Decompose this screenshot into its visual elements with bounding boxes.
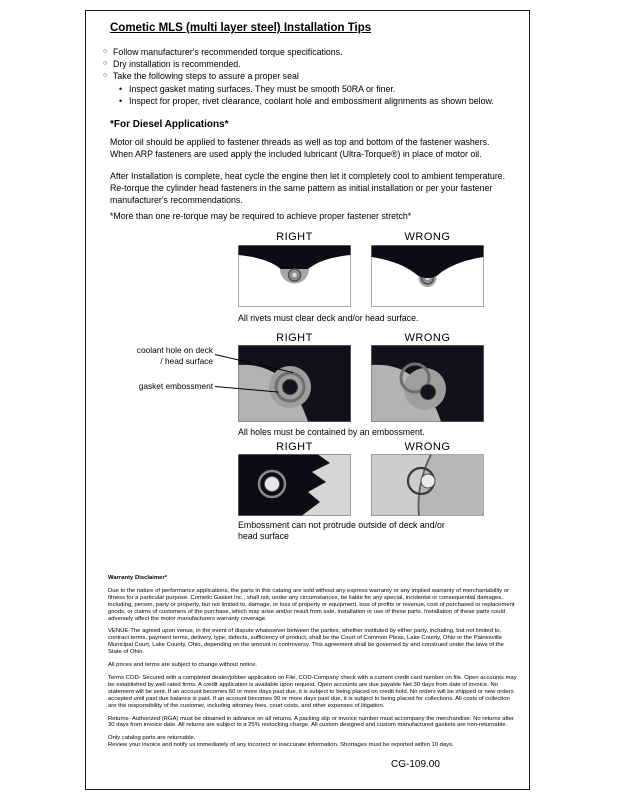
list-item-text: Follow manufacturer's recommended torque specifications. [113, 47, 343, 57]
diagram-rivet-right [238, 245, 351, 307]
wrong-label: WRONG [404, 441, 451, 453]
legal-paragraph: Due to the nature of performance applications, the parts in this catalog are sold without any express warranty or any implied warranty of merchantability or fitness for a particular purpose. Cometic Gasket Inc., shall not, under any circumstances, be liable for any special, incidental or consequential damages, including, person, party or property, but not limited to, damage, or loss of property or equipment, loss of profits or revenue, cost of purchased or replacement goods, or claims of customers of the purchase, which may arise and/or result from sale, installation or use of these parts. Installation of these parts could adversely affect the motor manufacturers warranty coverage. [108, 587, 515, 622]
rivet-right-illustration [238, 245, 351, 307]
diesel-paragraph-2: After Installation is complete, heat cycle the engine then let it completely cool to ambient temperature. Re-torque the cylinder head fasteners in the same pattern as initial installation or per your fastener manufacturer's recommendations. [110, 171, 506, 205]
bolt-hole [421, 474, 435, 488]
list-item-text: Take the following steps to assure a proper seal [113, 71, 299, 82]
sub-bullet-icon: • [119, 95, 123, 106]
diesel-heading: *For Diesel Applications* [110, 119, 229, 130]
page-title: Cometic MLS (multi layer steel) Installation Tips [110, 22, 372, 34]
coolant-hole [421, 385, 436, 400]
hole-right-illustration [238, 345, 351, 422]
rivet-center [292, 273, 296, 277]
legal-text-block [108, 575, 518, 755]
diagram-embossment-wrong [371, 454, 484, 516]
rivet-wrong-illustration [371, 245, 484, 307]
legal-paragraph: Returns- Authorized (RGA) must be obtained in advance on all returns. A packing slip or invoice number must accompany the merchandise. No returns after 30 days from invoice date. All returns are subject to a 25% restocking charge. All custom designed and custom manufactured gaskets are non-returnable. [108, 715, 515, 729]
diagram-hole-wrong [371, 345, 484, 422]
embossment-right-illustration [238, 454, 351, 516]
diesel-paragraph-1: Motor oil should be applied to fastener threads as well as top and bottom of the fastener washers. When ARP fasteners are used apply the included lubricant (Ultra-Torque®) in place of motor oil. [110, 137, 490, 159]
legal-paragraph: Only catalog parts are returnable. [108, 735, 196, 742]
diagram-embossment-right [238, 454, 351, 516]
retorque-note: *More than one re-torque may be required to achieve proper fastener stretch* [110, 211, 412, 221]
embossment-callout: gasket embossment [138, 381, 213, 391]
page-border [85, 10, 530, 790]
legal-paragraph: VENUE-The agreed upon venue, in the event of dispute whatsoever between the parties, whether instituted by either party, including, but not limited to, contract terms, payment terms, delivery, type, defects, sufficiency of product, shall be the Court of Common Pleas, Lake County, Ohio or the Painesville Municipal Court, Lake County, Ohio, depending on the amount in controversy. This agreement shall be governed by and construed under the laws of the State of Ohio. [108, 628, 504, 656]
bullet-icon: ○ [103, 60, 108, 68]
wrong-label: WRONG [404, 231, 451, 243]
diagram-caption: All rivets must clear deck and/or head surface. [238, 313, 419, 323]
right-label: RIGHT [276, 332, 313, 344]
warranty-disclaimer-heading: Warranty Disclaimer* [108, 575, 168, 581]
list-item [119, 95, 517, 107]
hole-wrong-illustration [371, 345, 484, 422]
tips-list [103, 46, 517, 107]
page-code: CG-109.00 [391, 759, 440, 770]
bullet-icon: ○ [103, 48, 108, 55]
list-item-text: Inspect gasket mating surfaces. They must be smooth 50RA or finer. [129, 83, 396, 94]
coolant-hole-callout: coolant hole on deck / head surface [136, 345, 213, 366]
legal-paragraph: All prices and terms are subject to change without notice. [108, 662, 257, 669]
list-item [103, 58, 517, 70]
list-item [119, 83, 517, 95]
list-item [103, 46, 517, 58]
bullet-icon: ○ [103, 72, 108, 80]
sub-bullet-icon: • [119, 83, 123, 94]
legal-paragraph: Terms COD- Secured with a completed dealer/jobber application on File, COD-Company check with a current credit card number on file. Open accounts may be established by well rated firms. A credit application is available upon request. Open accounts are due payable Net 30 days from date of invoice. No statement will be sent. If an account becomes 60 or more days past due, it is subject to being placed on credit hold. No orders will be shipped or new orders accepted until past due balance is paid. If an account becomes 90 or more days past due, it is subject to being placed for collections. All costs of collection are the responsibility of the customer, including attorney fees, court costs, and other expenses of litigation. [108, 674, 517, 709]
list-item-text: Inspect for proper, rivet clearance, coolant hole and embossment alignments as shown below. [129, 95, 494, 106]
diagram-caption: Embossment can not protrude outside of deck and/or head surface [238, 520, 445, 541]
list-item-text: Dry installation is recommended. [113, 59, 241, 70]
list-item [103, 70, 517, 82]
diagram-hole-right [238, 345, 351, 422]
right-label: RIGHT [276, 441, 313, 453]
bolt-hole [265, 477, 280, 492]
wrong-label: WRONG [404, 332, 451, 344]
diagram-rivet-wrong [371, 245, 484, 307]
embossment-wrong-illustration [371, 454, 484, 516]
legal-paragraph: Review your invoice and notify us immediately of any incorrect or inaccurate information. Shortages must be reported within 10 days. [108, 742, 454, 749]
right-label: RIGHT [276, 231, 313, 243]
coolant-hole [283, 380, 298, 395]
diagram-caption: All holes must be contained by an embossment. [238, 427, 425, 437]
